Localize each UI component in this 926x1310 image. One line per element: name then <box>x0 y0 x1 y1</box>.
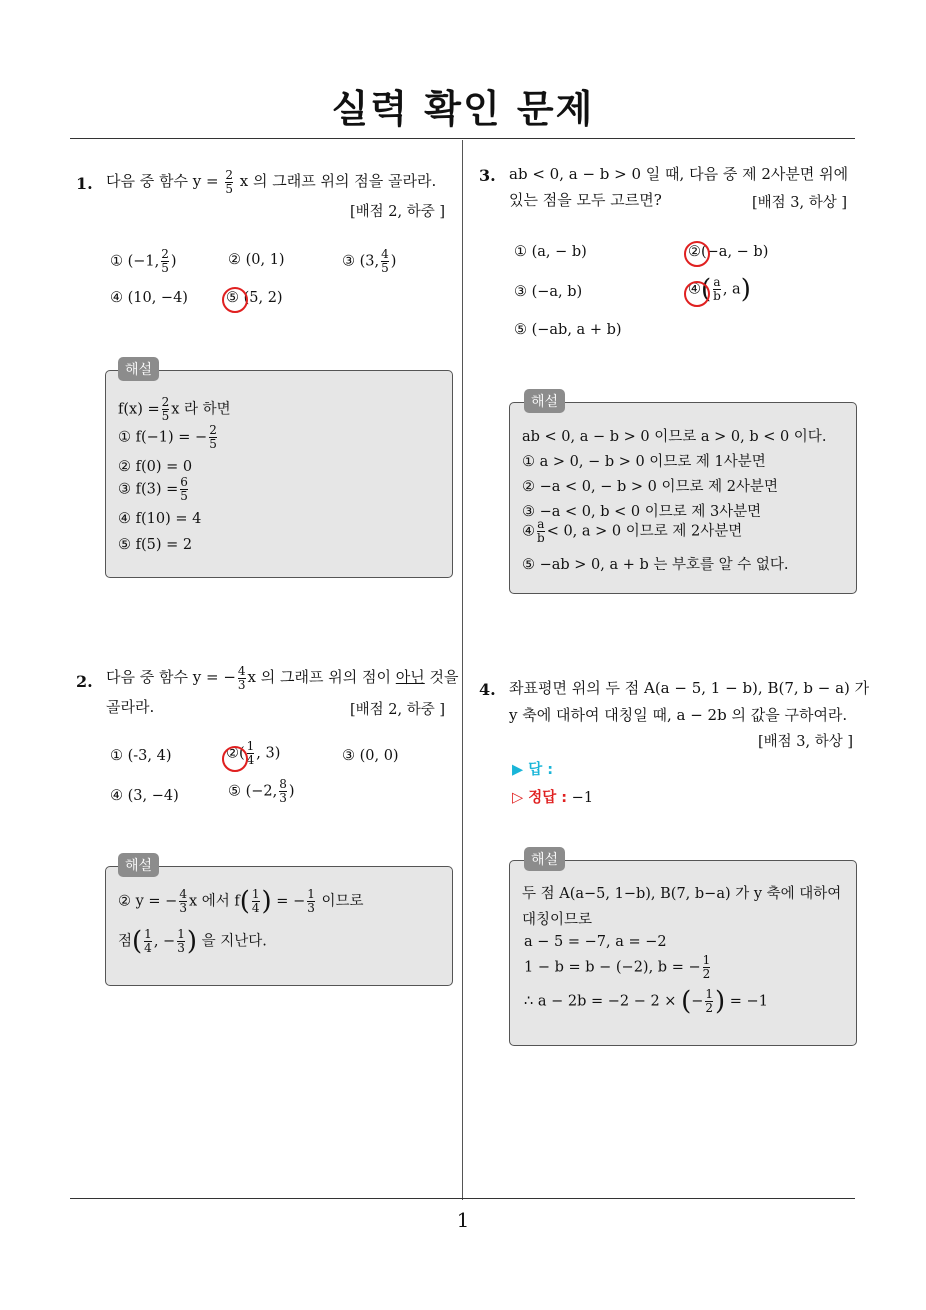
q2-choice-4[interactable]: ④ (3, −4) <box>110 788 179 804</box>
q2-solution-tag: 해설 <box>118 853 159 877</box>
answer-circle-mark <box>222 287 248 313</box>
answer-circle-mark <box>222 746 248 772</box>
q4-sol-line-1: 두 점 A(a−5, 1−b), B(7, b−a) 가 y 축에 대하여 <box>522 886 842 902</box>
q1-text-b: x 의 그래프 위의 점을 골라라. <box>239 172 437 190</box>
q3-text-line2: 있는 점을 모두 고르면? <box>509 191 662 209</box>
q2-solution-box <box>105 866 453 986</box>
q3-number: 3. <box>479 166 496 185</box>
q3-score: [배점 3, 하상 ] <box>752 195 848 211</box>
q1-sol-line-6: ⑤ f(5) = 2 <box>118 537 193 553</box>
q2-text: 다음 중 함수 y = − $\frac{4}{3}$ x 의 그래프 위의 점이 아닌 것을 <box>106 663 459 692</box>
q1-choice-4[interactable]: ④ (10, −4) <box>110 290 188 306</box>
q4-text-line2: y 축에 대하여 대칭일 때, a − 2b 의 값을 구하여라. <box>509 706 848 724</box>
q1-score: [배점 2, 하중 ] <box>350 204 446 220</box>
q2-number: 2. <box>76 672 93 691</box>
q1-sol-line-4: ③ f(3) = $\frac{6}{5}$ <box>118 475 188 503</box>
q1-solution-tag: 해설 <box>118 357 159 381</box>
answer-circle-mark <box>684 241 710 267</box>
q3-solution-tag: 해설 <box>524 389 565 413</box>
q2-choice-1[interactable]: ① (-3, 4) <box>110 748 172 764</box>
q1-sol-line-5: ④ f(10) = 4 <box>118 511 202 527</box>
q3-choice-4[interactable]: ④( $\frac{a}{b}$ , a) <box>688 276 751 303</box>
page-number: 1 <box>456 1208 470 1232</box>
q2-text-line2: 골라라. <box>106 698 155 716</box>
q1-text <box>106 168 436 196</box>
q3-sol-line-2: ① a > 0, − b > 0 이므로 제 1사분면 <box>522 454 766 470</box>
bottom-rule <box>70 1198 855 1199</box>
q4-answer-label: ▶ 답 : <box>512 762 554 778</box>
q3-choice-5[interactable]: ⑤ (−ab, a + b) <box>514 322 622 338</box>
q3-choice-3[interactable]: ③ (−a, b) <box>514 284 583 300</box>
q1-choice-2[interactable]: ② (0, 1) <box>228 252 285 268</box>
q4-sol-line-4: 1 − b = b − (−2), b = − $\frac{1}{2}$ <box>524 953 711 981</box>
q1-fraction: $\frac{2}{5}$ <box>225 167 233 196</box>
q4-solution-tag: 해설 <box>524 847 565 871</box>
q2-sol-line-2: 점( $\frac{1}{4}$ , − $\frac{1}{3}$ ) 을 지난다. <box>118 926 267 957</box>
q2-sol-line-1: ② y = − $\frac{4}{3}$ x 에서 f( $\frac{1}{4}$ ) = − $\frac{1}{3}$ 이므로 <box>118 886 364 917</box>
q1-choice-1[interactable]: ① (−1, $\frac{2}{5}$ ) <box>110 247 177 275</box>
q3-sol-line-6: ⑤ −ab > 0, a + b 는 부호를 알 수 없다. <box>522 557 789 573</box>
q1-choice-5[interactable]: ⑤ (5, 2) <box>226 290 283 306</box>
q1-sol-line-1: f(x) = $\frac{2}{5}$ x 라 하면 <box>118 395 231 423</box>
q4-sol-line-3: a − 5 = −7, a = −2 <box>524 934 667 950</box>
q1-choice-3[interactable]: ③ (3, $\frac{4}{5}$ ) <box>342 247 397 275</box>
answer-circle-mark <box>684 281 710 307</box>
q4-score: [배점 3, 하상 ] <box>758 734 854 750</box>
q1-sol-line-3: ② f(0) = 0 <box>118 459 193 475</box>
q4-correct-label: ▷ 정답 : <box>512 790 568 806</box>
q4-correct-value: −1 <box>571 790 594 806</box>
q3-sol-line-3: ② −a < 0, − b > 0 이므로 제 2사분면 <box>522 479 778 495</box>
q3-choice-1[interactable]: ① (a, − b) <box>514 244 587 260</box>
top-rule <box>70 138 855 139</box>
q4-text-line1: 좌표평면 위의 두 점 A(a − 5, 1 − b), B(7, b − a) 가 <box>509 679 870 697</box>
q3-text-line1: ab < 0, a − b > 0 일 때, 다음 중 제 2사분면 위에 <box>509 165 849 183</box>
q4-correct-answer <box>512 786 593 807</box>
page-title: 실력 확인 문제 <box>331 87 595 131</box>
q4-number: 4. <box>479 680 496 699</box>
q1-sol-line-2: ① f(−1) = − $\frac{2}{5}$ <box>118 423 217 451</box>
q2-choice-2[interactable]: ②( $\frac{1}{4}$ , 3) <box>226 740 280 767</box>
q2-choice-3[interactable]: ③ (0, 0) <box>342 748 399 764</box>
q1-text-a: 다음 중 함수 y = <box>106 172 219 190</box>
q2-underlined-word: 아닌 <box>395 668 425 686</box>
q2-choice-5[interactable]: ⑤ (−2, $\frac{8}{3}$ ) <box>228 777 295 805</box>
q3-sol-line-4: ③ −a < 0, b < 0 이므로 제 3사분면 <box>522 504 762 520</box>
q2-score: [배점 2, 하중 ] <box>350 702 446 718</box>
q4-sol-line-5: ∴ a − 2b = −2 − 2 × (− $\frac{1}{2}$ ) = −1 <box>524 986 768 1017</box>
q3-sol-line-1: ab < 0, a − b > 0 이므로 a > 0, b < 0 이다. <box>522 429 827 445</box>
q1-number: 1. <box>76 174 93 193</box>
q3-sol-line-5: ④ $\frac{a}{b}$ < 0, a > 0 이므로 제 2사분면 <box>522 517 743 545</box>
q4-sol-line-2: 대칭이므로 <box>522 912 593 928</box>
column-divider <box>462 140 463 1200</box>
q3-choice-2[interactable]: ②(−a, − b) <box>688 244 768 260</box>
